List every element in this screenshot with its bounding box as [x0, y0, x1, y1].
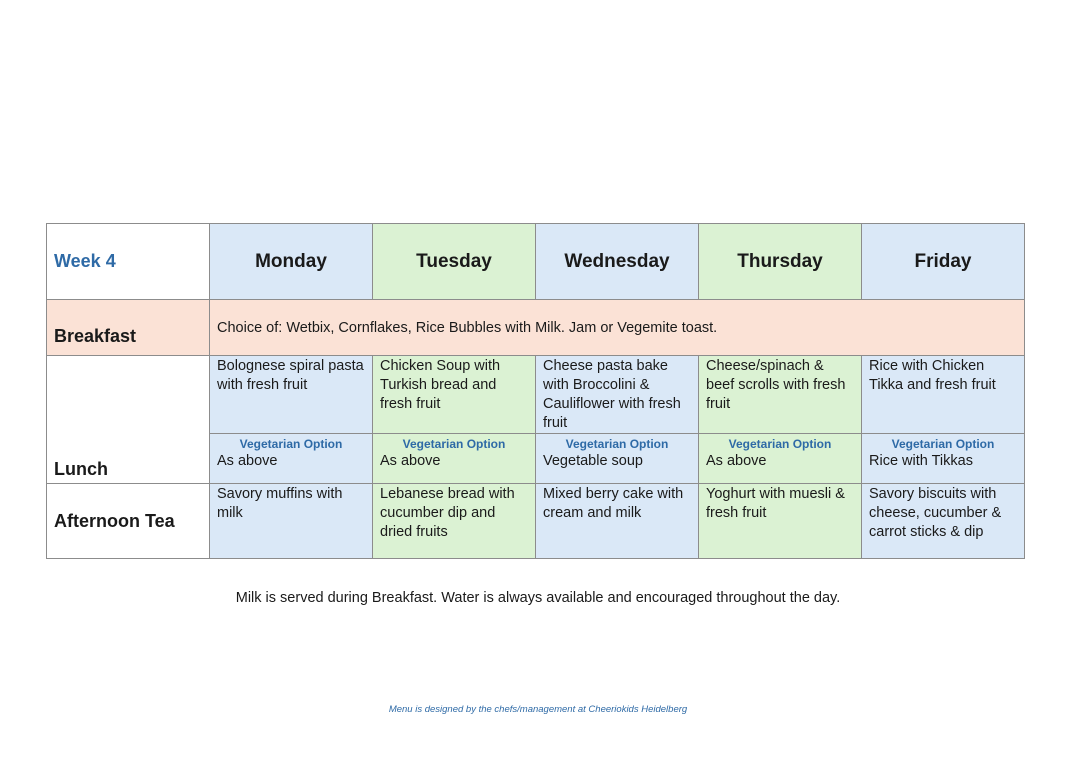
veg-text: Rice with Tikkas	[869, 453, 973, 469]
lunch-wednesday: Cheese pasta bake with Broccolini & Cauliflower with fresh fruit	[536, 356, 699, 434]
lunch-row	[47, 356, 1025, 434]
day-header-tuesday: Tuesday	[373, 224, 536, 300]
lunch-monday: Bolognese spiral pasta with fresh fruit	[210, 356, 373, 434]
afternoon-tea-label: Afternoon Tea	[47, 484, 210, 559]
veg-text: As above	[706, 453, 767, 469]
menu-table	[46, 223, 1025, 559]
tea-friday: Savory biscuits with cheese, cucumber & carrot sticks & dip	[862, 484, 1025, 559]
tea-wednesday: Mixed berry cake with cream and milk	[536, 484, 699, 559]
breakfast-label: Breakfast	[47, 300, 210, 356]
veg-text: Vegetable soup	[543, 453, 643, 469]
lunch-thursday: Cheese/spinach & beef scrolls with fresh fruit	[699, 356, 862, 434]
tea-thursday: Yoghurt with muesli & fresh fruit	[699, 484, 862, 559]
lunch-label: Lunch	[47, 356, 210, 484]
veg-text: As above	[380, 453, 441, 469]
veg-title: Vegetarian Option	[891, 437, 995, 451]
footer-credit: Menu is designed by the chefs/management at Cheeriokids Heidelberg	[388, 704, 688, 715]
tea-tuesday: Lebanese bread with cucumber dip and dried fruits	[373, 484, 536, 559]
footer-note: Milk is served during Breakfast. Water is always available and encouraged throughout the day.	[235, 590, 841, 606]
day-header-friday: Friday	[862, 224, 1025, 300]
afternoon-tea-row	[47, 484, 1025, 559]
day-header-wednesday: Wednesday	[536, 224, 699, 300]
veg-title: Vegetarian Option	[239, 437, 343, 451]
week-label: Week 4	[47, 224, 210, 300]
tea-monday: Savory muffins with milk	[210, 484, 373, 559]
header-row	[47, 224, 1025, 300]
veg-title: Vegetarian Option	[728, 437, 832, 451]
day-header-monday: Monday	[210, 224, 373, 300]
veg-friday	[862, 434, 1025, 484]
lunch-tuesday: Chicken Soup with Turkish bread and fresh fruit	[373, 356, 536, 434]
veg-tuesday	[373, 434, 536, 484]
lunch-friday: Rice with Chicken Tikka and fresh fruit	[862, 356, 1025, 434]
veg-thursday	[699, 434, 862, 484]
veg-title: Vegetarian Option	[402, 437, 506, 451]
veg-monday	[210, 434, 373, 484]
veg-title: Vegetarian Option	[565, 437, 669, 451]
breakfast-text: Choice of: Wetbix, Cornflakes, Rice Bubbles with Milk. Jam or Vegemite toast.	[210, 300, 1025, 356]
day-header-thursday: Thursday	[699, 224, 862, 300]
breakfast-row	[47, 300, 1025, 356]
veg-wednesday	[536, 434, 699, 484]
veg-text: As above	[217, 453, 278, 469]
